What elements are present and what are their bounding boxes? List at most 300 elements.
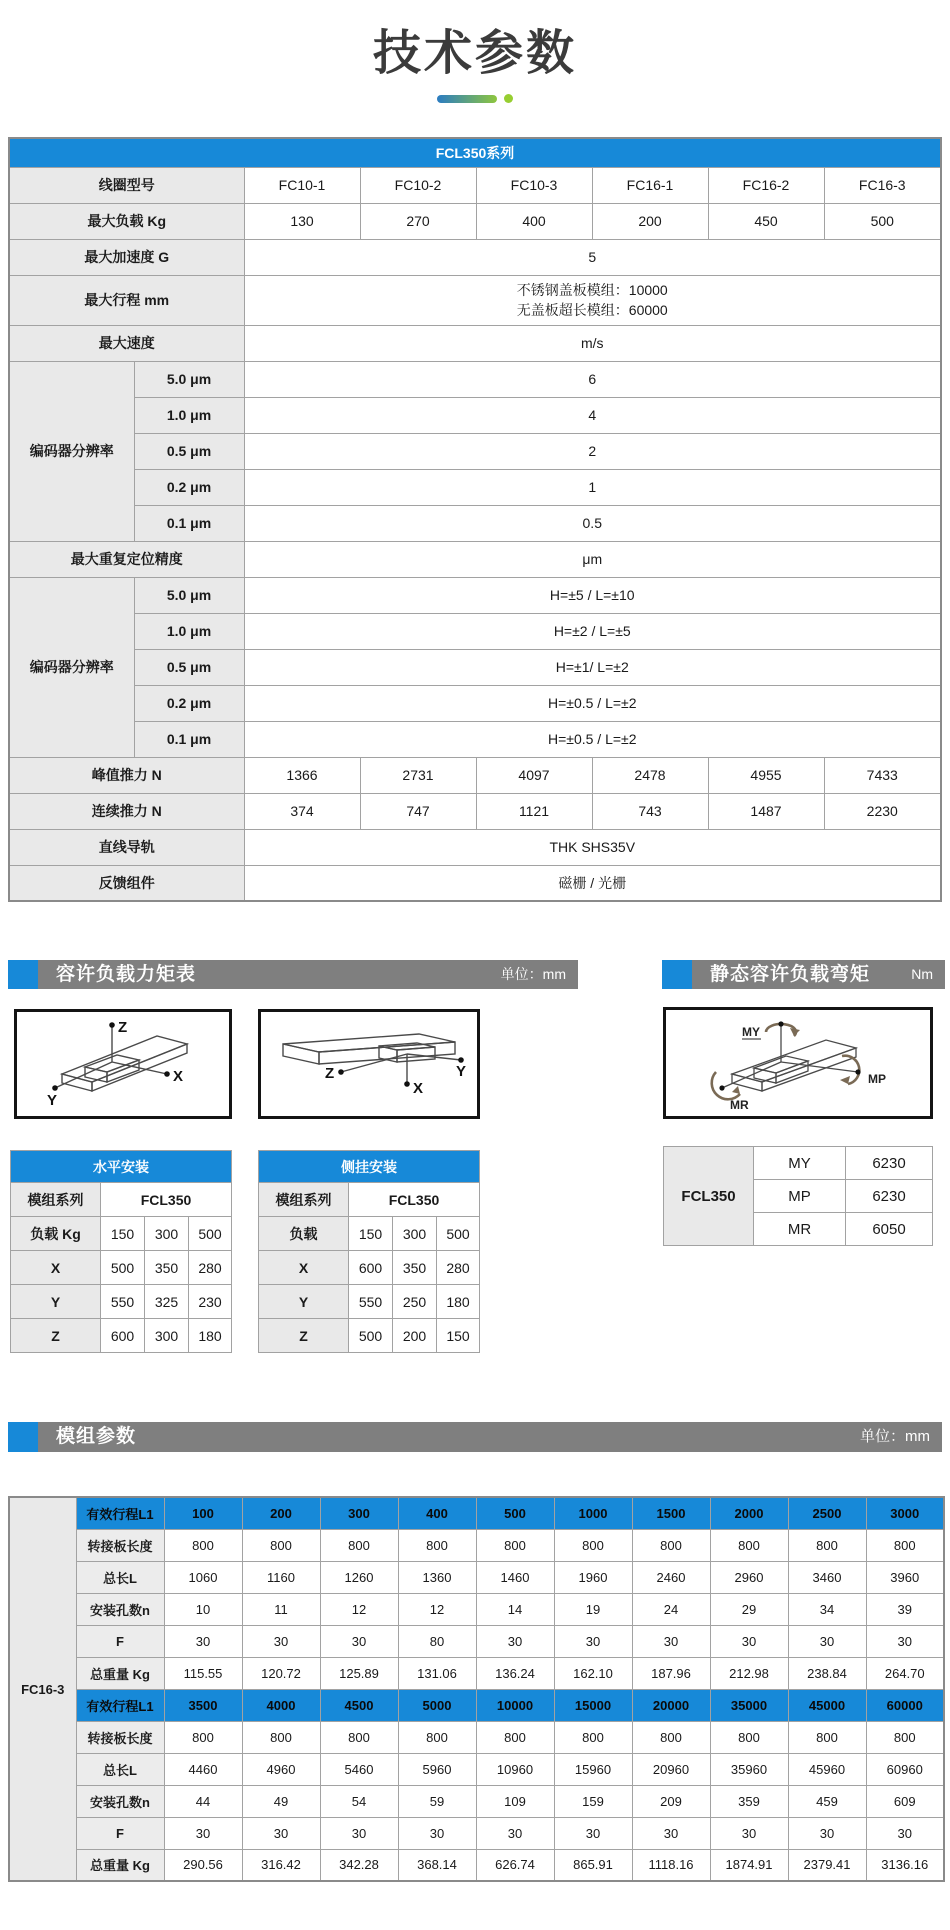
cell: 130 — [244, 203, 360, 239]
cell: 45960 — [788, 1753, 866, 1785]
cell: 2 — [244, 433, 941, 469]
axis-label-z: Z — [325, 1065, 335, 1083]
cell: 747 — [360, 793, 476, 829]
table-row — [259, 1217, 480, 1251]
row-label: 总重量 Kg — [76, 1849, 164, 1881]
cell: 120.72 — [242, 1657, 320, 1689]
cell: 30 — [398, 1817, 476, 1849]
cell: 30 — [320, 1625, 398, 1657]
cell: 200 — [242, 1497, 320, 1529]
cell: 500 — [824, 203, 941, 239]
cell: 30 — [242, 1817, 320, 1849]
cell: 136.24 — [476, 1657, 554, 1689]
sub-label: 0.5 μm — [134, 649, 244, 685]
table-row — [9, 469, 941, 505]
table-row — [9, 275, 941, 325]
cell: 1060 — [164, 1561, 242, 1593]
cell: 300 — [145, 1217, 189, 1251]
cell: 800 — [788, 1529, 866, 1561]
cell: 325 — [145, 1285, 189, 1319]
sub-label: 1.0 μm — [134, 397, 244, 433]
moment-value: 6050 — [846, 1213, 933, 1246]
sub-label: 5.0 μm — [134, 361, 244, 397]
cell: 459 — [788, 1785, 866, 1817]
cell: m/s — [244, 325, 941, 361]
cell: 180 — [189, 1319, 232, 1353]
cell: 1000 — [554, 1497, 632, 1529]
cell: 24 — [632, 1593, 710, 1625]
cell: 2000 — [710, 1497, 788, 1529]
cell: 30 — [164, 1625, 242, 1657]
row-label: Y — [259, 1285, 349, 1319]
table-row — [9, 649, 941, 685]
cell: 500 — [349, 1319, 393, 1353]
cell: 350 — [145, 1251, 189, 1285]
cell: 150 — [101, 1217, 145, 1251]
cell: 15000 — [554, 1689, 632, 1721]
cell: 1160 — [242, 1561, 320, 1593]
module-parameters-section — [8, 1422, 942, 1882]
cell: 500 — [101, 1251, 145, 1285]
cell: 450 — [708, 203, 824, 239]
table-row — [259, 1285, 480, 1319]
static-moment-diagram-drawing — [666, 1010, 930, 1116]
cell: 800 — [476, 1721, 554, 1753]
cell: 500 — [476, 1497, 554, 1529]
table-row — [9, 433, 941, 469]
cell: 3460 — [788, 1561, 866, 1593]
cell: μm — [244, 541, 941, 577]
cell: 800 — [788, 1721, 866, 1753]
cell: 5 — [244, 239, 941, 275]
cell: 125.89 — [320, 1657, 398, 1689]
table-row — [259, 1151, 480, 1183]
table-row — [259, 1183, 480, 1217]
cell: 4955 — [708, 757, 824, 793]
cell: 600 — [101, 1319, 145, 1353]
cell: 800 — [710, 1721, 788, 1753]
sub-label: 5.0 μm — [134, 577, 244, 613]
cell: 800 — [398, 1529, 476, 1561]
cell: 115.55 — [164, 1657, 242, 1689]
row-label: 模组系列 — [259, 1183, 349, 1217]
cell: 100 — [164, 1497, 242, 1529]
cell: 162.10 — [554, 1657, 632, 1689]
cell: 2960 — [710, 1561, 788, 1593]
cell: 800 — [710, 1529, 788, 1561]
moment-value: 6230 — [846, 1147, 933, 1180]
row-label: 直线导轨 — [9, 829, 244, 865]
cell: 2731 — [360, 757, 476, 793]
cell: FC16-2 — [708, 167, 824, 203]
cell: FC10-1 — [244, 167, 360, 203]
cell: 19 — [554, 1593, 632, 1625]
cell: 2500 — [788, 1497, 866, 1529]
row-label: X — [11, 1251, 101, 1285]
cell: 5000 — [398, 1689, 476, 1721]
row-label: X — [259, 1251, 349, 1285]
cell: 800 — [554, 1529, 632, 1561]
spec-table-title: FCL350系列 — [9, 138, 941, 167]
cell: 180 — [437, 1285, 480, 1319]
cell: 800 — [632, 1721, 710, 1753]
cell: 10000 — [476, 1689, 554, 1721]
row-label: Z — [11, 1319, 101, 1353]
horizontal-mount-diagram — [14, 1009, 232, 1119]
table-row — [9, 721, 941, 757]
cell: 1118.16 — [632, 1849, 710, 1881]
table-row — [9, 1753, 944, 1785]
row-label: 编码器分辨率 — [9, 577, 134, 757]
cell: FC10-2 — [360, 167, 476, 203]
table-row — [11, 1183, 232, 1217]
cell: 1960 — [554, 1561, 632, 1593]
table-row — [11, 1217, 232, 1251]
cell: 800 — [320, 1529, 398, 1561]
cell: 374 — [244, 793, 360, 829]
table-row — [9, 1497, 944, 1529]
cell: 34 — [788, 1593, 866, 1625]
cell: H=±0.5 / L=±2 — [244, 685, 941, 721]
table-row — [259, 1319, 480, 1353]
sub-label: 1.0 μm — [134, 613, 244, 649]
cell: H=±1/ L=±2 — [244, 649, 941, 685]
moment-key: MY — [754, 1147, 846, 1180]
axis-label-y: Y — [456, 1063, 467, 1081]
spec-table — [8, 137, 942, 902]
cell: 359 — [710, 1785, 788, 1817]
table-row — [9, 1689, 944, 1721]
cell: FC10-3 — [476, 167, 592, 203]
row-label: 总长L — [76, 1753, 164, 1785]
axis-label-x: X — [413, 1080, 424, 1098]
cell: FCL350 — [349, 1183, 480, 1217]
cell: 209 — [632, 1785, 710, 1817]
bar-accent-square — [662, 960, 692, 989]
cell: 3136.16 — [866, 1849, 944, 1881]
module-parameters-table — [8, 1496, 945, 1882]
row-label: 转接板长度 — [76, 1529, 164, 1561]
table-row — [9, 793, 941, 829]
horizontal-mount-table-title: 水平安装 — [11, 1151, 232, 1183]
moment-value: 6230 — [846, 1180, 933, 1213]
cell: 1121 — [476, 793, 592, 829]
cell: 44 — [164, 1785, 242, 1817]
cell: 800 — [866, 1721, 944, 1753]
cell: 800 — [320, 1721, 398, 1753]
cell: 30 — [866, 1817, 944, 1849]
table-row — [11, 1285, 232, 1319]
row-label: Y — [11, 1285, 101, 1319]
cell: 1487 — [708, 793, 824, 829]
bar-accent-square — [8, 1422, 38, 1452]
cell: 800 — [164, 1529, 242, 1561]
moment-sections — [0, 960, 950, 1356]
cell: 131.06 — [398, 1657, 476, 1689]
cell: FCL350 — [101, 1183, 232, 1217]
cell: 316.42 — [242, 1849, 320, 1881]
table-row — [9, 757, 941, 793]
cell: THK SHS35V — [244, 829, 941, 865]
cell: 2379.41 — [788, 1849, 866, 1881]
table-row — [9, 505, 941, 541]
cell: 4 — [244, 397, 941, 433]
cell: 4960 — [242, 1753, 320, 1785]
row-label: 最大速度 — [9, 325, 244, 361]
axis-label-x: X — [173, 1068, 184, 1086]
cell: 342.28 — [320, 1849, 398, 1881]
cell: 300 — [393, 1217, 437, 1251]
static-moment-diagram — [663, 1007, 933, 1119]
load-moment-section-bar — [8, 960, 578, 989]
load-moment-unit: 单位：mm — [500, 966, 566, 983]
row-label: 反馈组件 — [9, 865, 244, 901]
moment-key: MP — [754, 1180, 846, 1213]
cell: 35000 — [710, 1689, 788, 1721]
table-row — [9, 1849, 944, 1881]
series-label: FC16-3 — [9, 1497, 76, 1881]
row-label: 有效行程L1 — [76, 1689, 164, 1721]
divider-dot — [504, 94, 513, 103]
cell: 30 — [788, 1817, 866, 1849]
cell: 4500 — [320, 1689, 398, 1721]
moment-key: MR — [754, 1213, 846, 1246]
table-row — [9, 167, 941, 203]
row-label: 最大行程 mm — [9, 275, 244, 325]
cell: 45000 — [788, 1689, 866, 1721]
cell: 280 — [437, 1251, 480, 1285]
axis-label-y: Y — [47, 1092, 58, 1110]
row-label: 安装孔数n — [76, 1785, 164, 1817]
cell: 350 — [393, 1251, 437, 1285]
cell: 3500 — [164, 1689, 242, 1721]
row-label: 峰值推力 N — [9, 757, 244, 793]
row-label: F — [76, 1817, 164, 1849]
table-row — [11, 1251, 232, 1285]
row-label: 总长L — [76, 1561, 164, 1593]
cell: 500 — [437, 1217, 480, 1251]
cell: 60960 — [866, 1753, 944, 1785]
cell: 12 — [320, 1593, 398, 1625]
row-label: Z — [259, 1319, 349, 1353]
cell: 626.74 — [476, 1849, 554, 1881]
cell: 800 — [866, 1529, 944, 1561]
cell: 159 — [554, 1785, 632, 1817]
side-mount-diagram-drawing — [261, 1012, 477, 1116]
cell: 800 — [398, 1721, 476, 1753]
moment-label-my: MY — [742, 1025, 760, 1040]
load-moment-title: 容许负载力矩表 — [56, 964, 197, 986]
static-moment-title: 静态容许负载弯矩 — [710, 964, 871, 986]
cell: 290.56 — [164, 1849, 242, 1881]
cell: 11 — [242, 1593, 320, 1625]
table-row — [9, 325, 941, 361]
row-label: 负载 Kg — [11, 1217, 101, 1251]
table-row — [9, 613, 941, 649]
module-section-bar — [8, 1422, 942, 1452]
table-row — [9, 685, 941, 721]
row-label: 转接板长度 — [76, 1721, 164, 1753]
cell: 270 — [360, 203, 476, 239]
sub-label: 0.1 μm — [134, 505, 244, 541]
table-row — [9, 138, 941, 167]
table-row — [259, 1251, 480, 1285]
sub-label: 0.1 μm — [134, 721, 244, 757]
cell: H=±5 / L=±10 — [244, 577, 941, 613]
cell: 10 — [164, 1593, 242, 1625]
table-row — [9, 1657, 944, 1689]
cell: 800 — [242, 1721, 320, 1753]
cell: 800 — [554, 1721, 632, 1753]
cell: 2478 — [592, 757, 708, 793]
page-title: 技术参数 — [372, 27, 577, 80]
cell: 800 — [476, 1529, 554, 1561]
cell: 1366 — [244, 757, 360, 793]
cell: 1500 — [632, 1497, 710, 1529]
row-label: 负载 — [259, 1217, 349, 1251]
table-row — [9, 1625, 944, 1657]
cell: 368.14 — [398, 1849, 476, 1881]
cell: 30 — [476, 1625, 554, 1657]
cell: 150 — [437, 1319, 480, 1353]
table-row — [9, 1721, 944, 1753]
cell: 6 — [244, 361, 941, 397]
cell: 1874.91 — [710, 1849, 788, 1881]
horizontal-mount-diagram-drawing — [17, 1012, 229, 1116]
divider-gradient-bar — [437, 95, 497, 103]
cell: 30 — [866, 1625, 944, 1657]
cell: 12 — [398, 1593, 476, 1625]
cell: 2460 — [632, 1561, 710, 1593]
cell: 300 — [320, 1497, 398, 1529]
cell: 1360 — [398, 1561, 476, 1593]
sub-label: 0.5 μm — [134, 433, 244, 469]
cell: 280 — [189, 1251, 232, 1285]
cell: 80 — [398, 1625, 476, 1657]
cell: 1460 — [476, 1561, 554, 1593]
side-mount-diagram — [258, 1009, 480, 1119]
cell: 5460 — [320, 1753, 398, 1785]
cell: 30 — [320, 1817, 398, 1849]
cell: 30 — [164, 1817, 242, 1849]
table-row — [11, 1151, 232, 1183]
table-row — [9, 1817, 944, 1849]
cell: H=±2 / L=±5 — [244, 613, 941, 649]
row-label: 模组系列 — [11, 1183, 101, 1217]
table-row — [9, 361, 941, 397]
table-row — [9, 1593, 944, 1625]
side-mount-table — [258, 1150, 480, 1353]
cell: 200 — [393, 1319, 437, 1353]
horizontal-mount-table — [10, 1150, 232, 1353]
table-row — [9, 577, 941, 613]
cell: 60000 — [866, 1689, 944, 1721]
cell: 30 — [710, 1817, 788, 1849]
cell: 5960 — [398, 1753, 476, 1785]
cell: 200 — [592, 203, 708, 239]
cell: 4097 — [476, 757, 592, 793]
stroke-line-1: 不锈钢盖板模组：10000 — [516, 281, 668, 298]
cell: 300 — [145, 1319, 189, 1353]
side-mount-table-title: 侧挂安装 — [259, 1151, 480, 1183]
cell: 1 — [244, 469, 941, 505]
cell: 550 — [101, 1285, 145, 1319]
cell: 0.5 — [244, 505, 941, 541]
cell: 30 — [476, 1817, 554, 1849]
moment-label-mr: MR — [730, 1098, 749, 1113]
cell: 187.96 — [632, 1657, 710, 1689]
row-label: 线圈型号 — [9, 167, 244, 203]
cell: 20000 — [632, 1689, 710, 1721]
cell: 800 — [242, 1529, 320, 1561]
table-row — [9, 865, 941, 901]
table-row — [11, 1319, 232, 1353]
cell: 609 — [866, 1785, 944, 1817]
row-label: F — [76, 1625, 164, 1657]
cell: 54 — [320, 1785, 398, 1817]
cell: 10960 — [476, 1753, 554, 1785]
cell: 800 — [164, 1721, 242, 1753]
cell: 30 — [710, 1625, 788, 1657]
module-section-title: 模组参数 — [56, 1426, 137, 1448]
cell: 600 — [349, 1251, 393, 1285]
cell: 3000 — [866, 1497, 944, 1529]
cell: 400 — [398, 1497, 476, 1529]
table-row — [9, 1561, 944, 1593]
sub-label: 0.2 μm — [134, 685, 244, 721]
cell: 238.84 — [788, 1657, 866, 1689]
cell: 20960 — [632, 1753, 710, 1785]
row-label: 最大重复定位精度 — [9, 541, 244, 577]
row-label: 最大负载 Kg — [9, 203, 244, 239]
row-label: 最大加速度 G — [9, 239, 244, 275]
cell: 2230 — [824, 793, 941, 829]
row-label: 连续推力 N — [9, 793, 244, 829]
cell: 30 — [632, 1625, 710, 1657]
cell: 743 — [592, 793, 708, 829]
cell: 250 — [393, 1285, 437, 1319]
module-section-unit: 单位：mm — [860, 1428, 930, 1446]
cell — [244, 275, 941, 325]
cell: 磁栅 / 光栅 — [244, 865, 941, 901]
table-row — [9, 1785, 944, 1817]
cell: 1260 — [320, 1561, 398, 1593]
cell: 4000 — [242, 1689, 320, 1721]
cell: 550 — [349, 1285, 393, 1319]
table-row — [9, 239, 941, 275]
cell: 109 — [476, 1785, 554, 1817]
row-label: 编码器分辨率 — [9, 361, 134, 541]
cell: 29 — [710, 1593, 788, 1625]
cell: 15960 — [554, 1753, 632, 1785]
table-row — [9, 541, 941, 577]
series-label: FCL350 — [664, 1147, 754, 1246]
cell: 400 — [476, 203, 592, 239]
cell: 500 — [189, 1217, 232, 1251]
cell: 59 — [398, 1785, 476, 1817]
cell: 800 — [632, 1529, 710, 1561]
static-moment-unit: Nm — [911, 966, 933, 983]
cell: FC16-3 — [824, 167, 941, 203]
cell: 7433 — [824, 757, 941, 793]
row-label: 安装孔数n — [76, 1593, 164, 1625]
cell: 30 — [632, 1817, 710, 1849]
stroke-line-2: 无盖板超长模组：60000 — [516, 302, 668, 319]
cell: 150 — [349, 1217, 393, 1251]
cell: 30 — [788, 1625, 866, 1657]
axis-label-z: Z — [118, 1019, 128, 1037]
page-header — [0, 0, 950, 103]
